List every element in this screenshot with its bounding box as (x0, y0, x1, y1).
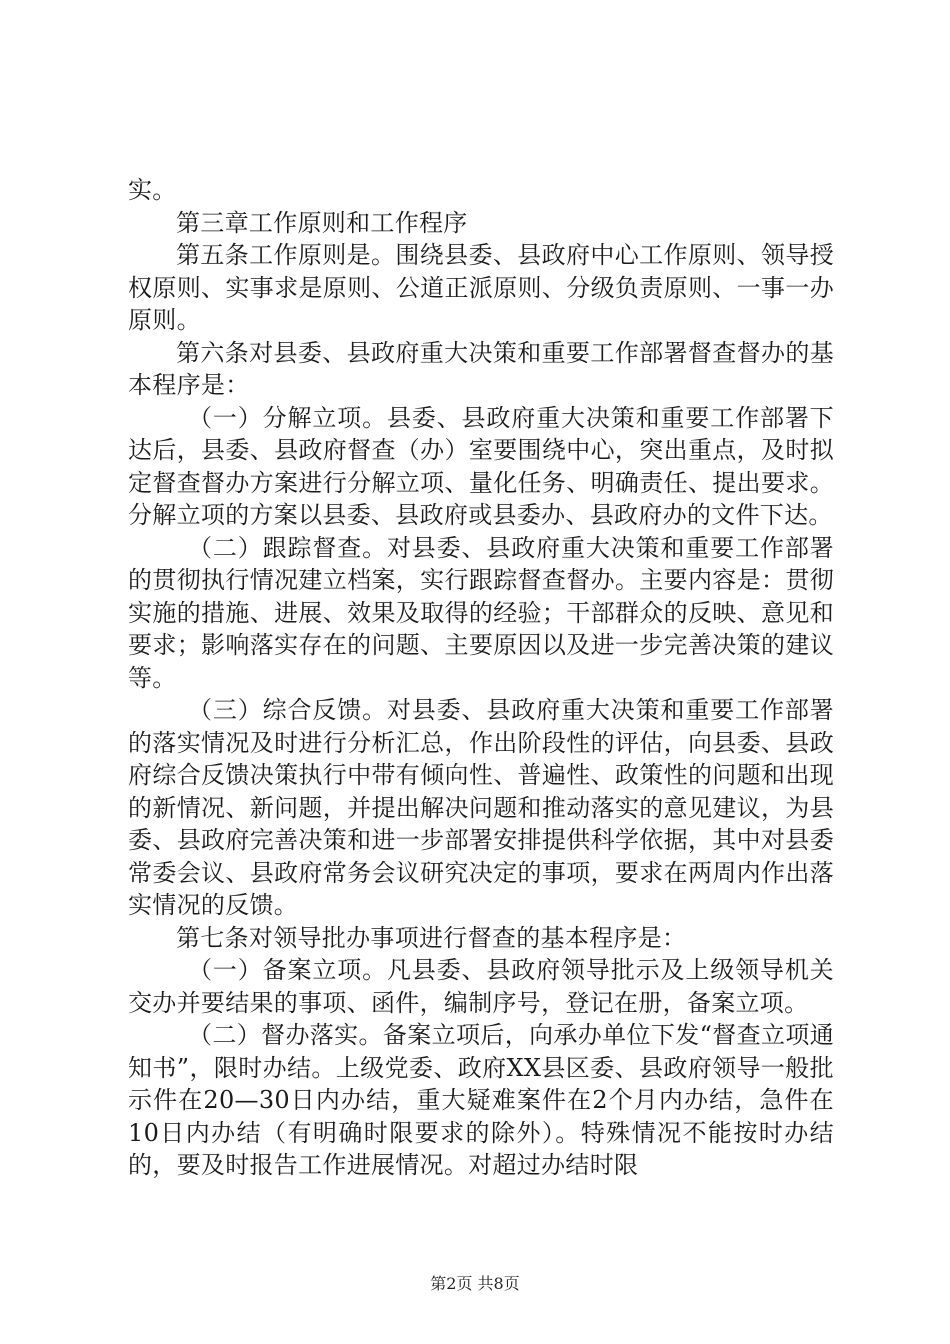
page-number-footer: 第2页 共8页 (430, 1274, 520, 1293)
document-body (128, 174, 834, 1182)
paragraph: 第七条对领导批办事项进行督查的基本程序是： (176, 923, 687, 952)
paragraph: 第五条工作原则是。围绕县委、县政府中心工作原则、领导授权原则、实事求是原则、公道正派原则、分级负责原则、一事一办原则。 (128, 241, 834, 334)
paragraph: （一）分解立项。县委、县政府重大决策和重要工作部署下达后，县委、县政府督查（办）室要围绕中心，突出重点，及时拟定督查督办方案进行分解立项、量化任务、明确责任、提出要求。分解立项的方案以县委、县政府或县委办、县政府办的文件下达。 (128, 403, 834, 529)
paragraph: （三）综合反馈。对县委、县政府重大决策和重要工作部署的落实情况及时进行分析汇总，作出阶段性的评估，向县委、县政府综合反馈决策执行中带有倾向性、普遍性、政策性的问题和出现的新情况、新问题，并提出解决问题和推动落实的意见建议，为县委、县政府完善决策和进一步部署安排提供科学依据，其中对县委常委会议、县政府常务会议研究决定的事项，要求在两周内作出落实情况的反馈。 (128, 696, 834, 919)
paragraph: （二）跟踪督查。对县委、县政府重大决策和重要工作部署的贯彻执行情况建立档案，实行跟踪督查督办。主要内容是：贯彻实施的措施、进展、效果及取得的经验；干部群众的反映、意见和要求；影响落实存在的问题、主要原因以及进一步完善决策的建议等。 (128, 533, 834, 692)
paragraph: （二）督办落实。备案立项后，向承办单位下发“督查立项通知书”，限时办结。上级党委、政府XX县区委、县政府领导一般批示件在20—30日内办结，重大疑难案件在2个月内办结，急件在10日内办结（有明确时限要求的除外）。特殊情况不能按时办结的，要及时报告工作进展情况。对超过办结时限 (128, 1021, 834, 1179)
paragraph: 实。 (128, 176, 177, 204)
paragraph: 第六条对县委、县政府重大决策和重要工作部署督查督办的基本程序是： (128, 338, 834, 399)
paragraph: （一）备案立项。凡县委、县政府领导批示及上级领导机关交办并要结果的事项、函件，编制序号，登记在册，备案立项。 (128, 956, 834, 1017)
chapter-heading: 第三章工作原则和工作程序 (176, 208, 468, 237)
